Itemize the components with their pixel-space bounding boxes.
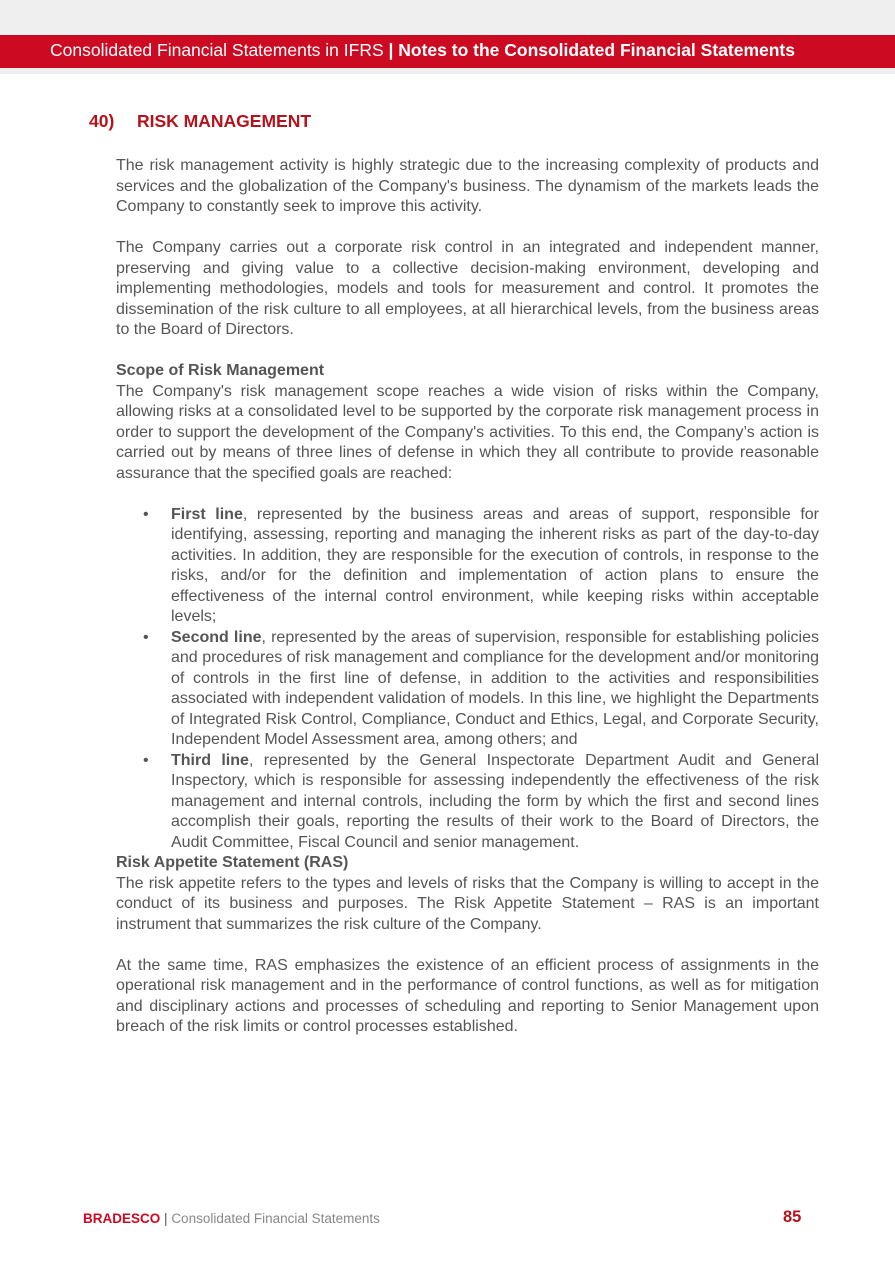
header-left-text: Consolidated Financial Statements in IFRS [50,40,384,60]
footer-brand-logo: BRADESCO [83,1211,161,1226]
list-item-label: Second line [171,628,262,646]
header-underband [0,68,895,74]
scope-paragraph: The Company's risk management scope reaches a wide vision of risks within the Company, allowing risks at a consolidated level to be supported by the corporate risk management process in order to support the development of the Company's activities. To this end, the Company’s action is carried out by means of three lines of defense in which they all contribute to provide reasonable assurance that the specified goals are reached: [116,382,819,482]
scope-heading: Scope of Risk Management [116,362,325,379]
list-item-first-line [116,505,819,628]
list-item-text: , represented by the areas of supervision, responsible for establishing policies and procedures of risk management and compliance for the development and/or monitoring of controls in the first line of defense, in addition to the activities and responsibilities associated with independent validation of models. In this line, we highlight the Departments of Integrated Risk Control, Compliance, Conduct and Ethics, Legal, and Corporate Security, Independent Model Assessment area, among others; and [171,628,820,748]
main-content [116,156,819,1038]
list-item-third-line [116,751,819,854]
bullet-icon: • [143,505,149,523]
ras-paragraph-1: The risk appetite refers to the types and levels of risks that the Company is willing to accept in the conduct of its business and purposes. The Risk Appetite Statement – RAS is an important instrument that summarizes the risk culture of the Company. [116,874,819,933]
list-item-text: , represented by the business areas and areas of support, responsible for identifying, assessing, reporting and managing the inherent risks as part of the day-to-day activities. In addition, they are responsible for the execution of controls, in response to the risks, and/or for the definition and implementation of action plans to ensure the effectiveness of the internal control environment, while keeping risks within acceptable levels; [171,505,819,625]
header-separator: | [383,40,399,60]
list-item-label: Third line [171,751,249,769]
section-number: 40) [89,111,115,131]
ras-heading: Risk Appetite Statement (RAS) [116,854,349,871]
section-title [89,111,311,132]
footer-doc-title: Consolidated Financial Statements [171,1211,380,1226]
top-band [0,0,895,35]
section-heading: RISK MANAGEMENT [137,111,312,131]
list-item-label: First line [171,505,243,523]
footer-separator: | [164,1211,168,1226]
intro-paragraph-2: The Company carries out a corporate risk control in an integrated and independent manner, preserving and giving value to a collective decision-making environment, developing and implementing methodologies, models and tools for measurement and control. It promotes the dissemination of the risk culture to all employees, at all hierarchical levels, from the business areas to the Board of Directors. [116,239,819,338]
footer [83,1211,380,1226]
ras-paragraph-2: At the same time, RAS emphasizes the existence of an efficient process of assignments in the operational risk management and in the performance of control functions, as well as for mitigation and disciplinary actions and processes of scheduling and reporting to Senior Management upon breach of the risk limits or control processes established. [116,956,819,1035]
lines-of-defense-list [116,505,819,854]
list-item-text: , represented by the General Inspectorate Department Audit and General Inspectory, which is responsible for assessing independently the effectiveness of the risk management and internal controls, including the form by which the first and second lines accomplish their goals, reporting the results of their work to the Board of Directors, the Audit Committee, Fiscal Council and senior management. [171,751,820,851]
page-number: 85 [783,1208,802,1226]
header-right-text: Notes to the Consolidated Financial Statements [398,40,795,60]
bullet-icon: • [143,628,149,646]
page-header [0,35,895,68]
intro-paragraph-1: The risk management activity is highly strategic due to the increasing complexity of products and services and the globalization of the Company's business. The dynamism of the markets leads the Company to constantly seek to improve this activity. [116,157,819,215]
list-item-second-line [116,628,819,751]
bullet-icon: • [143,751,149,769]
